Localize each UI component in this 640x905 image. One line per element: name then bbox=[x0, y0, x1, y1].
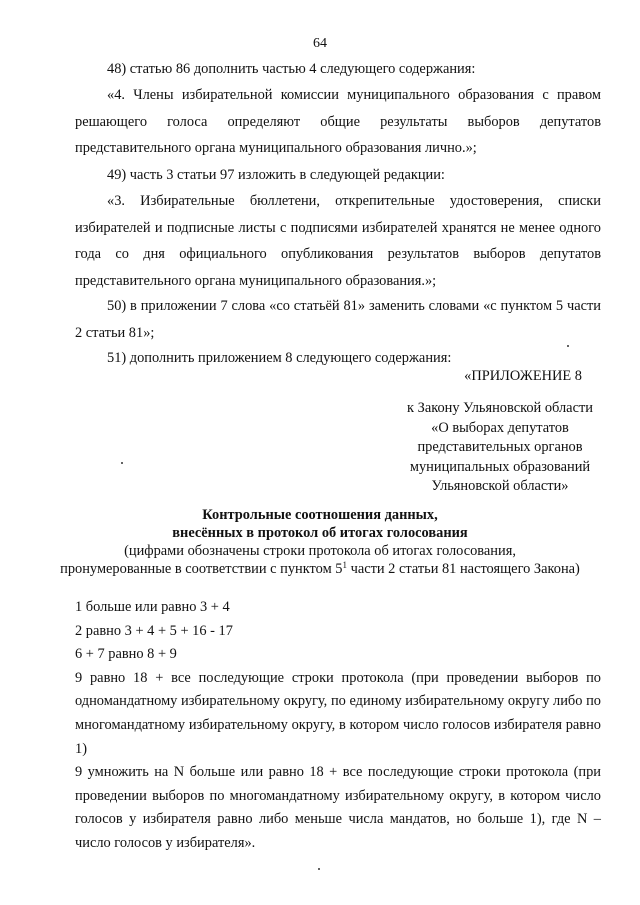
amendment-49: 49) часть 3 статьи 97 изложить в следующей редакции: bbox=[107, 167, 445, 183]
subheading-text-after: части 2 статьи 81 настоящего Закона) bbox=[346, 561, 580, 577]
scan-speck bbox=[567, 345, 569, 347]
section-heading bbox=[0, 506, 640, 542]
ratio-item: 6 + 7 равно 8 + 9 bbox=[75, 646, 177, 663]
ratio-item: 2 равно 3 + 4 + 5 + 16 - 17 bbox=[75, 622, 233, 639]
heading-line-2: внесённых в протокол об итогах голосования bbox=[172, 525, 468, 541]
amendment-48-text: «4. Члены избирательной комиссии муниципального образования с правом решающего голоса определяют общие результаты выборов депутатов представительного органа муниципального образования лично.»; bbox=[75, 87, 601, 156]
appendix-ref-line: «О выборах депутатов bbox=[431, 419, 569, 436]
amendment-50: 50) в приложении 7 слова «со статьёй 81» заменить словами «с пунктом 5 части 2 статьи 81»; bbox=[75, 298, 601, 341]
scan-speck bbox=[121, 462, 123, 464]
subheading-line-1: (цифрами обозначены строки протокола об итогах голосования, bbox=[124, 543, 516, 559]
ratio-item: 9 умножить на N больше или равно 18 + все последующие строки протокола (при проведении выборов по многомандатному избирательному округу, в котором число голосов у избирателя равно либо меньше числа мандатов, но больше 1), где N – число голосов у избирателя». bbox=[75, 764, 601, 851]
subheading-text-before: пронумерованные в соответствии с пунктом 5 bbox=[60, 561, 343, 577]
control-ratios-list bbox=[75, 596, 601, 856]
appendix-title: «ПРИЛОЖЕНИЕ 8 bbox=[464, 368, 582, 384]
amendment-48: 48) статью 86 дополнить частью 4 следующего содержания: bbox=[107, 61, 476, 77]
appendix-ref-line: к Закону Ульяновской области bbox=[407, 400, 593, 416]
amendment-49-text: «3. Избирательные бюллетени, открепительные удостоверения, списки избирателей и подписные листы с подписями избирателей хранятся не менее одного года со дня официального опубликования результатов выборов депутатов представительного органа муниципального образования.»; bbox=[75, 193, 601, 289]
appendix-ref-line: Ульяновской области» bbox=[431, 478, 569, 494]
heading-line-1: Контрольные соотношения данных, bbox=[202, 507, 438, 523]
superscript: 1 bbox=[342, 560, 347, 570]
appendix-ref-line: представительных органов bbox=[417, 439, 583, 455]
amendment-51: 51) дополнить приложением 8 следующего содержания: bbox=[107, 350, 452, 366]
appendix-reference bbox=[380, 399, 620, 497]
scan-speck bbox=[318, 868, 320, 870]
page-number: 64 bbox=[313, 36, 327, 51]
ratio-item: 9 равно 18 + все последующие строки протокола (при проведении выборов по одномандатному избирательному округу, по единому избирательному округу либо по многомандатному избирательному округу, в котором число голосов избирателя равно 1) bbox=[75, 669, 601, 757]
ratio-item: 1 больше или равно 3 + 4 bbox=[75, 599, 230, 615]
section-subheading bbox=[0, 542, 640, 578]
appendix-ref-line: муниципальных образований bbox=[409, 458, 591, 475]
subheading-line-2 bbox=[0, 560, 640, 578]
